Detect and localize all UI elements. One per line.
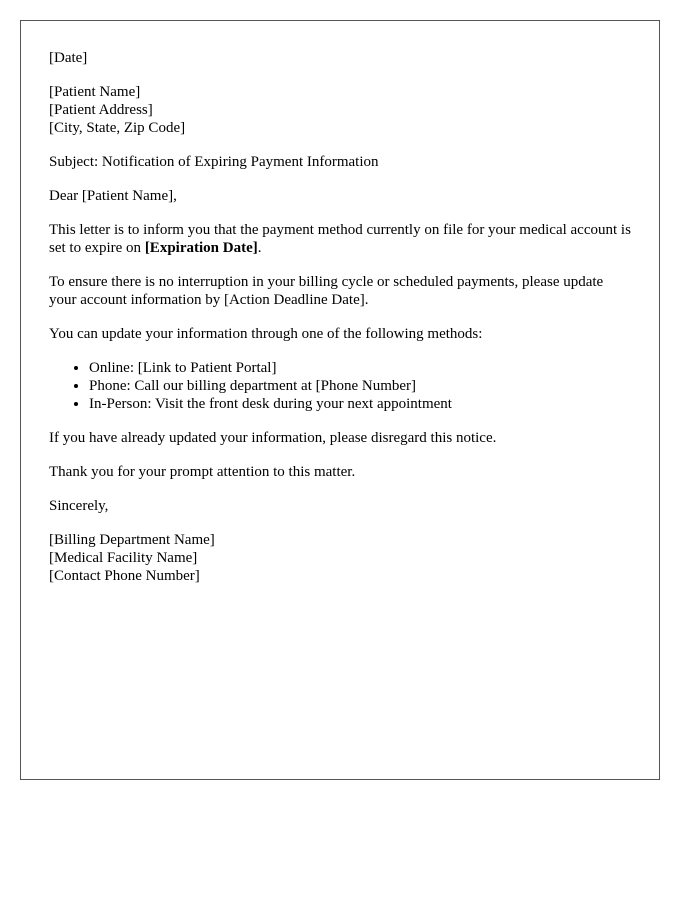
paragraph-expiration-text: This letter is to inform you that the payment method currently on file for your medical account is set to expire on [49,222,631,256]
paragraph-expiration-end: . [257,240,262,256]
letter-page [20,20,660,780]
paragraph-update-request: To ensure there is no interruption in your billing cycle or scheduled payments, please update your account information by [Action Deadline Date]. [49,274,604,308]
signature-phone: [Contact Phone Number] [49,568,200,584]
recipient-city-state-zip: [City, State, Zip Code] [49,120,186,136]
recipient-address: [Patient Address] [49,102,153,118]
signature-block [49,531,631,585]
expiration-date: [Expiration Date] [144,240,258,256]
method-online: • Online: [Link to Patient Portal] [89,359,631,377]
letter-closing: Sincerely, [49,498,109,514]
letter-salutation: Dear [Patient Name], [49,188,177,204]
recipient-block [49,83,631,137]
signature-department: [Billing Department Name] [49,532,215,548]
update-methods-list [49,359,631,413]
recipient-name: [Patient Name] [49,84,141,100]
method-phone: • Phone: Call our billing department at [Phone Number] [89,377,631,395]
paragraph-methods-intro: You can update your information through one of the following methods: [49,326,483,342]
letter-date: [Date] [49,50,88,66]
letter-subject: Subject: Notification of Expiring Payment Information [49,154,379,170]
method-in-person: • In-Person: Visit the front desk during your next appointment [89,395,631,413]
paragraph-disregard: If you have already updated your information, please disregard this notice. [49,430,497,446]
paragraph-thanks: Thank you for your prompt attention to this matter. [49,464,356,480]
signature-facility: [Medical Facility Name] [49,550,198,566]
paragraph-expiration-notice [49,221,631,257]
